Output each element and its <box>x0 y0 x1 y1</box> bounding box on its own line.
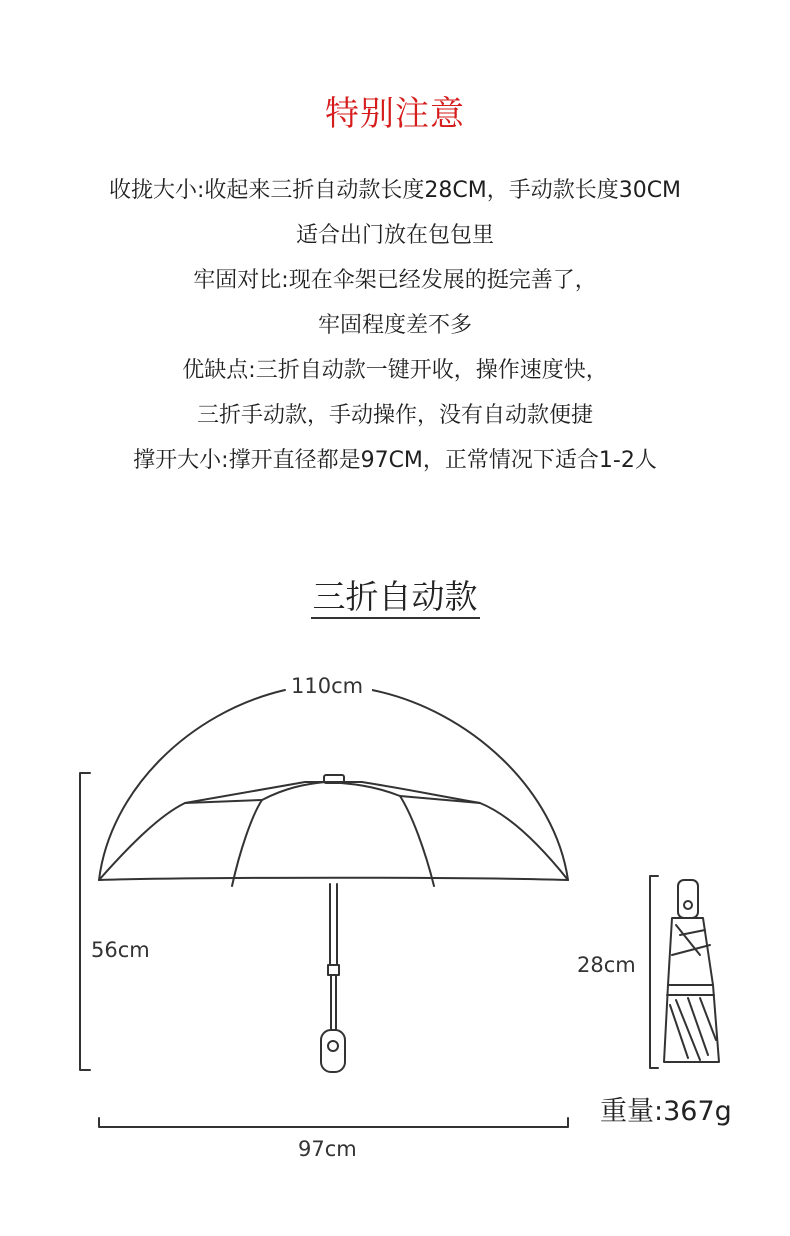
umbrella-canopy-outline <box>99 690 568 880</box>
folded-bracket <box>650 876 658 1068</box>
note-line: 牢固对比:现在伞架已经发展的挺完善了， <box>193 268 597 293</box>
note-line: 收拢大小:收起来三折自动款长度28CM，手动款长度30CM <box>108 178 682 203</box>
subtitle-text: 三折自动款 <box>311 577 480 619</box>
umbrella-canopy-folds <box>99 782 568 880</box>
height-bracket <box>80 773 90 1070</box>
arc-length-label: 110cm <box>291 674 364 698</box>
note-line: 牢固程度差不多 <box>317 313 472 338</box>
umbrella-rim <box>99 878 568 880</box>
width-label: 97cm <box>298 1137 357 1161</box>
page-title: 特别注意 <box>325 94 465 134</box>
weight-label: 重量:367g <box>600 1096 732 1127</box>
note-line: 撑开大小:撑开直径都是97CM，正常情况下适合1-2人 <box>133 448 657 473</box>
note-line: 适合出门放在包包里 <box>295 223 494 248</box>
note-line: 三折手动款，手动操作，没有自动款便捷 <box>196 403 593 428</box>
umbrella-shaft <box>330 884 337 965</box>
folded-umbrella-drawing <box>664 880 719 1062</box>
height-label: 56cm <box>91 938 150 962</box>
folded-length-label: 28cm <box>577 953 636 977</box>
width-bracket <box>99 1118 568 1127</box>
note-line: 优缺点:三折自动款一键开收，操作速度快， <box>182 358 608 383</box>
